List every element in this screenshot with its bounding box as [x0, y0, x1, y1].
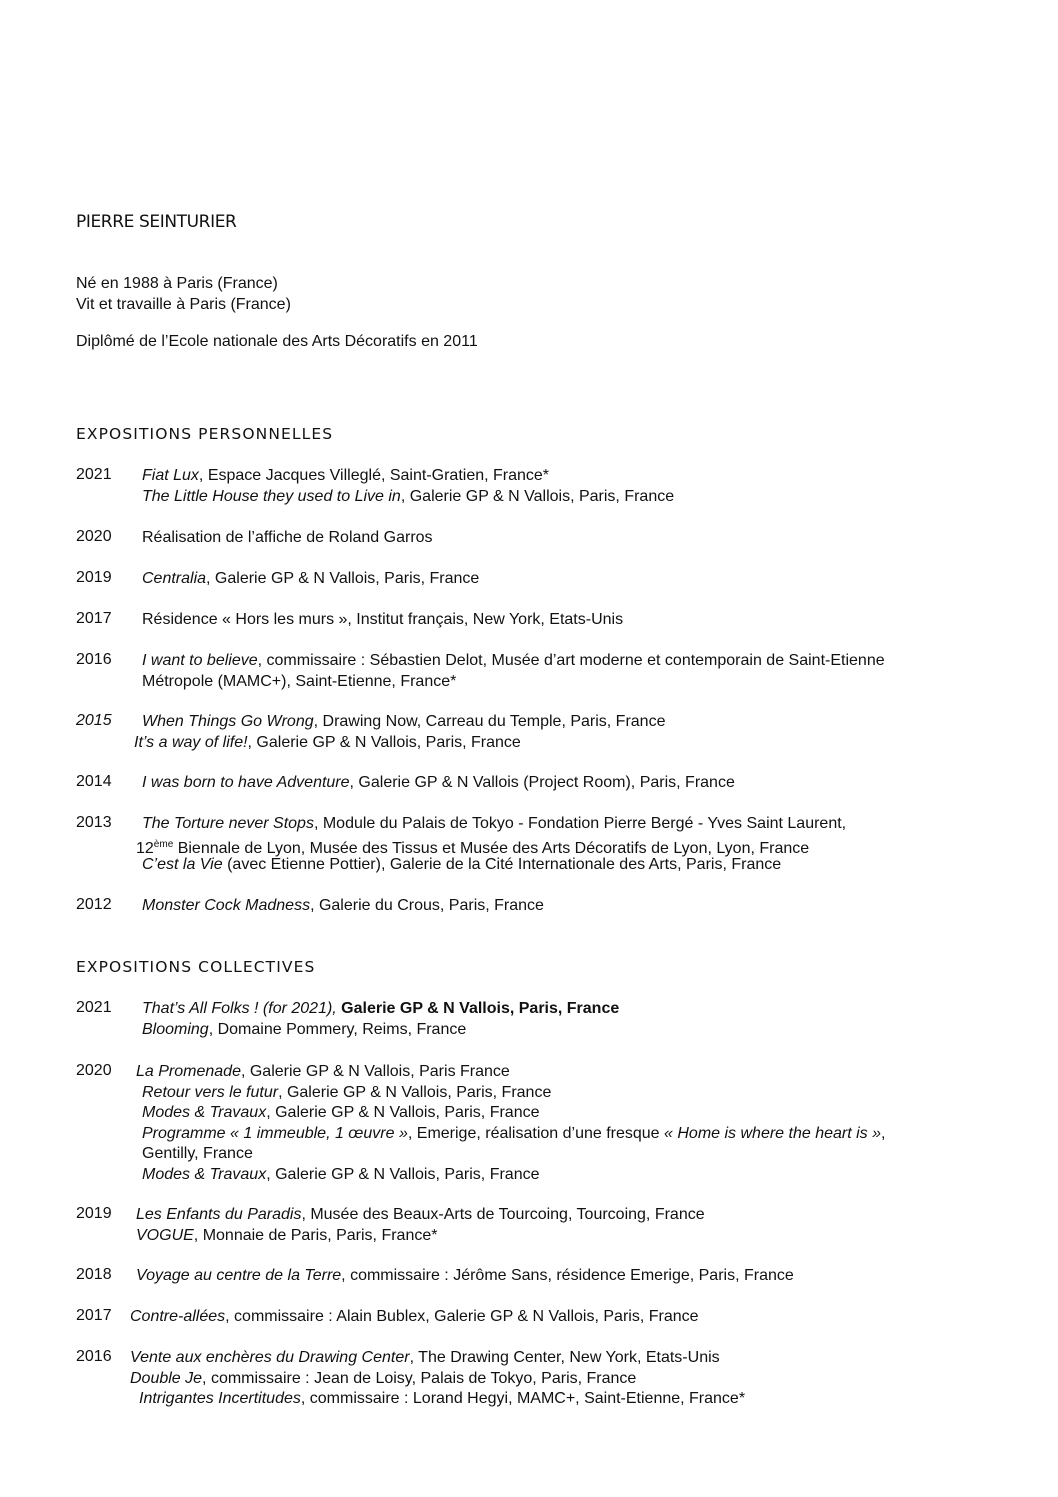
exhibition-details: Galerie GP & N Vallois, Paris, France [336, 1000, 620, 1017]
entry-line [142, 610, 623, 631]
entry-line [142, 1103, 539, 1124]
exhibition-details: , Domaine Pommery, Reims, France [208, 1020, 467, 1038]
exhibition-title: Retour vers le futur [142, 1083, 279, 1101]
entry-year: 2021 [76, 466, 112, 483]
entry-line [136, 1266, 794, 1287]
entry-line [142, 999, 619, 1020]
entry-line [142, 773, 735, 794]
exhibition-details: , commissaire : Sébastien Delot, Musée d’art moderne et contemporain de Saint-Etienne [257, 652, 885, 669]
exhibition-details: , Galerie GP & N Vallois, Paris, France [266, 1165, 540, 1183]
entry-line [142, 896, 544, 917]
exhibition-details: , Galerie GP & N Vallois, Paris, France [400, 487, 675, 505]
entry-line [142, 487, 674, 508]
exhibition-details: , commissaire : Jean de Loisy, Palais de Tokyo, Paris, France [202, 1369, 637, 1387]
entry-line [142, 1124, 885, 1145]
exhibition-title: The Little House they used to Live in [142, 487, 401, 505]
exhibition-details: , Espace Jacques Villeglé, Saint-Gratien, France* [198, 467, 550, 484]
entry-year: 2014 [76, 773, 112, 790]
entry-line [142, 1144, 253, 1165]
entry-year: 2016 [76, 1348, 112, 1365]
entry-line [134, 733, 521, 754]
entry-line [139, 1389, 745, 1410]
exhibition-details: , commissaire : Lorand Hegyi, MAMC+, Saint-Etienne, France* [300, 1390, 746, 1407]
exhibition-details: , Monnaie de Paris, Paris, France* [193, 1226, 438, 1244]
exhibition-details: Gentilly, France [142, 1145, 253, 1162]
entry-line [142, 651, 885, 672]
entry-line [142, 1020, 466, 1041]
entry-line [142, 672, 456, 693]
exhibition-title: Voyage au centre de la Terre [136, 1267, 342, 1284]
entry-year: 2020 [76, 528, 112, 545]
exhibition-title: La Promenade [136, 1063, 241, 1080]
exhibition-details: , Emerige, réalisation d’une fresque [407, 1124, 665, 1142]
entry-line [142, 528, 433, 549]
exhibition-title: That’s All Folks ! (for 2021), [142, 1000, 337, 1017]
ordinal-number: 12 [136, 839, 154, 857]
entry-line [130, 1369, 636, 1390]
exhibition-details: , Galerie du Crous, Paris, France [310, 897, 544, 914]
exhibition-title: Fiat Lux [142, 467, 199, 484]
exhibition-title: The Torture never Stops [142, 815, 314, 832]
exhibition-title: Blooming [142, 1020, 209, 1038]
entry-line [142, 466, 549, 487]
exhibition-details: , Galerie GP & N Vallois, Paris, France [247, 733, 521, 751]
exhibition-title: Intrigantes Incertitudes [139, 1390, 301, 1407]
entry-line [142, 814, 846, 835]
entry-line [142, 569, 479, 590]
entry-line [130, 1307, 699, 1328]
exhibition-details: Réalisation de l’affiche de Roland Garros [142, 529, 433, 546]
entry-year: 2017 [76, 610, 112, 627]
entry-line [142, 1083, 551, 1104]
exhibition-title: It’s a way of life! [134, 733, 248, 751]
entry-year: 2020 [76, 1062, 112, 1079]
entry-year: 2019 [76, 569, 112, 586]
exhibition-title: Contre-allées [130, 1308, 226, 1325]
exhibition-title: Monster Cock Madness [142, 897, 311, 914]
exhibition-details: , Galerie GP & N Vallois (Project Room), Paris, France [349, 774, 735, 791]
group-exhibitions-heading: EXPOSITIONS COLLECTIVES [76, 958, 316, 976]
entry-line [142, 712, 665, 733]
exhibition-details: , commissaire : Jérôme Sans, résidence Emerige, Paris, France [341, 1267, 794, 1284]
exhibition-details: , The Drawing Center, New York, Etats-Unis [409, 1349, 720, 1366]
entry-year: 2012 [76, 896, 112, 913]
entry-year: 2013 [76, 814, 112, 831]
exhibition-title: Double Je [130, 1369, 203, 1387]
exhibition-title: I want to believe [142, 652, 258, 669]
exhibition-title: VOGUE [136, 1226, 194, 1244]
entry-year: 2016 [76, 651, 112, 668]
exhibition-title: « Home is where the heart is » [664, 1124, 882, 1142]
exhibition-title: Modes & Travaux [142, 1165, 267, 1183]
exhibition-details: , Module du Palais de Tokyo - Fondation Pierre Bergé - Yves Saint Laurent, [313, 815, 847, 832]
exhibition-details: , Galerie GP & N Vallois, Paris, France [266, 1104, 540, 1121]
entry-year: 2019 [76, 1205, 112, 1222]
entry-year: 2017 [76, 1307, 112, 1324]
exhibition-title: Modes & Travaux [142, 1104, 267, 1121]
exhibition-details: , Musée des Beaux-Arts de Tourcoing, Tourcoing, France [301, 1206, 705, 1223]
entry-year: 2021 [76, 999, 112, 1016]
exhibition-details: Métropole (MAMC+), Saint-Etienne, France* [142, 672, 457, 690]
exhibition-details: , Galerie GP & N Vallois, Paris, France [206, 570, 480, 587]
exhibition-title: Centralia [142, 570, 207, 587]
entry-year: 2018 [76, 1266, 112, 1283]
exhibition-title: Vente aux enchères du Drawing Center [130, 1349, 410, 1366]
entry-year: 2015 [76, 712, 112, 729]
entry-line [142, 1165, 539, 1186]
birth-info: Né en 1988 à Paris (France) [76, 275, 278, 292]
exhibition-title: I was born to have Adventure [142, 774, 350, 791]
entry-line [142, 855, 781, 876]
exhibition-details: , Galerie GP & N Vallois, Paris France [240, 1063, 510, 1080]
exhibition-details: , Drawing Now, Carreau du Temple, Paris, France [313, 713, 666, 730]
exhibition-title: Les Enfants du Paradis [136, 1206, 302, 1223]
artist-name: PIERRE SEINTURIER [76, 212, 237, 232]
solo-exhibitions-heading: EXPOSITIONS PERSONNELLES [76, 425, 334, 443]
exhibition-details: (avec Etienne Pottier), Galerie de la Cité Internationale des Arts, Paris, France [222, 856, 782, 873]
entry-line [136, 1062, 510, 1083]
residence-info: Vit et travaille à Paris (France) [76, 296, 291, 313]
exhibition-details: Résidence « Hors les murs », Institut français, New York, Etats-Unis [142, 611, 624, 628]
exhibition-details: , [881, 1124, 886, 1142]
exhibition-title: C’est la Vie [142, 856, 223, 873]
entry-line [136, 1226, 437, 1247]
exhibition-title: Programme « 1 immeuble, 1 œuvre » [142, 1124, 408, 1142]
exhibition-title: When Things Go Wrong [142, 713, 314, 730]
entry-line [136, 1205, 705, 1226]
exhibition-details: , Galerie GP & N Vallois, Paris, France [278, 1083, 552, 1101]
entry-line [130, 1348, 720, 1369]
diploma-info: Diplômé de l’Ecole nationale des Arts Décoratifs en 2011 [76, 333, 478, 350]
exhibition-details: , commissaire : Alain Bublex, Galerie GP & N Vallois, Paris, France [225, 1308, 699, 1325]
exhibition-details: Biennale de Lyon, Musée des Tissus et Musée des Arts Décoratifs de Lyon, Lyon, France [173, 839, 810, 857]
ordinal-suffix: ème [153, 838, 174, 850]
